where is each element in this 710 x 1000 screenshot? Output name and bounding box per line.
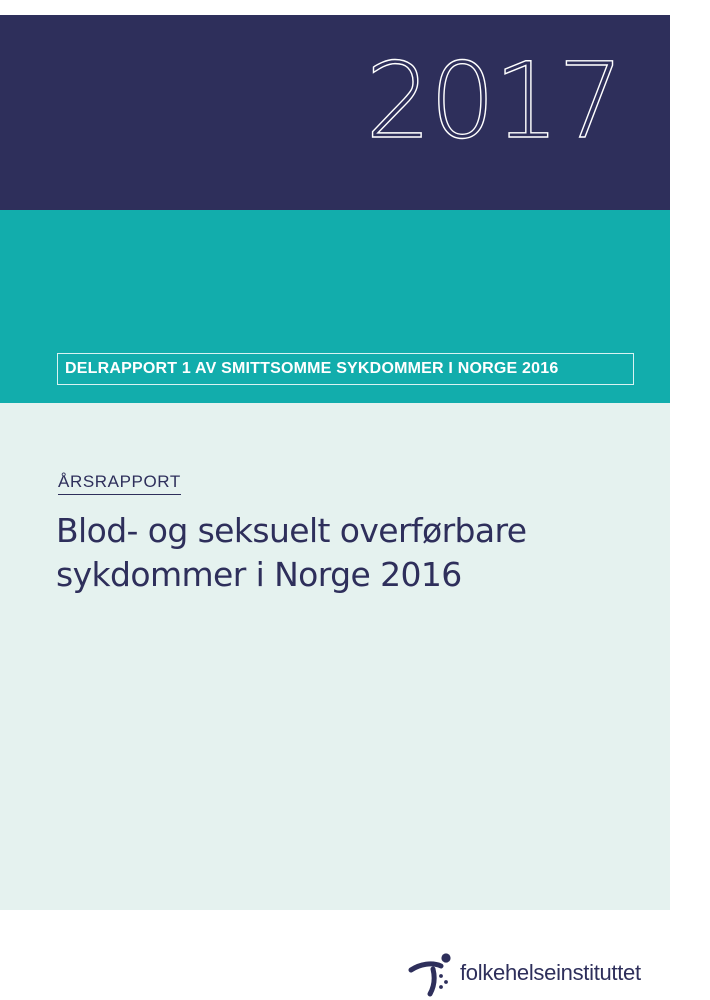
report-title bbox=[56, 509, 656, 597]
report-title-line-1: Blod- og seksuelt overførbare bbox=[56, 511, 527, 550]
fhi-logo-icon bbox=[408, 949, 456, 997]
subreport-label: DELRAPPORT 1 AV SMITTSOMME SYKDOMMER I NORGE 2016 bbox=[65, 360, 559, 377]
subreport-band bbox=[0, 210, 670, 403]
header-band bbox=[0, 15, 670, 210]
title-band bbox=[0, 403, 670, 910]
report-cover bbox=[0, 15, 670, 910]
publisher-name: folkehelseinstituttet bbox=[460, 960, 641, 985]
subreport-label-box bbox=[57, 353, 634, 385]
report-title-line-2: sykdommer i Norge 2016 bbox=[56, 555, 462, 594]
report-type-label: ÅRSRAPPORT bbox=[58, 473, 181, 495]
publisher-logo bbox=[408, 948, 641, 998]
cover-year: 2017 bbox=[365, 40, 622, 162]
